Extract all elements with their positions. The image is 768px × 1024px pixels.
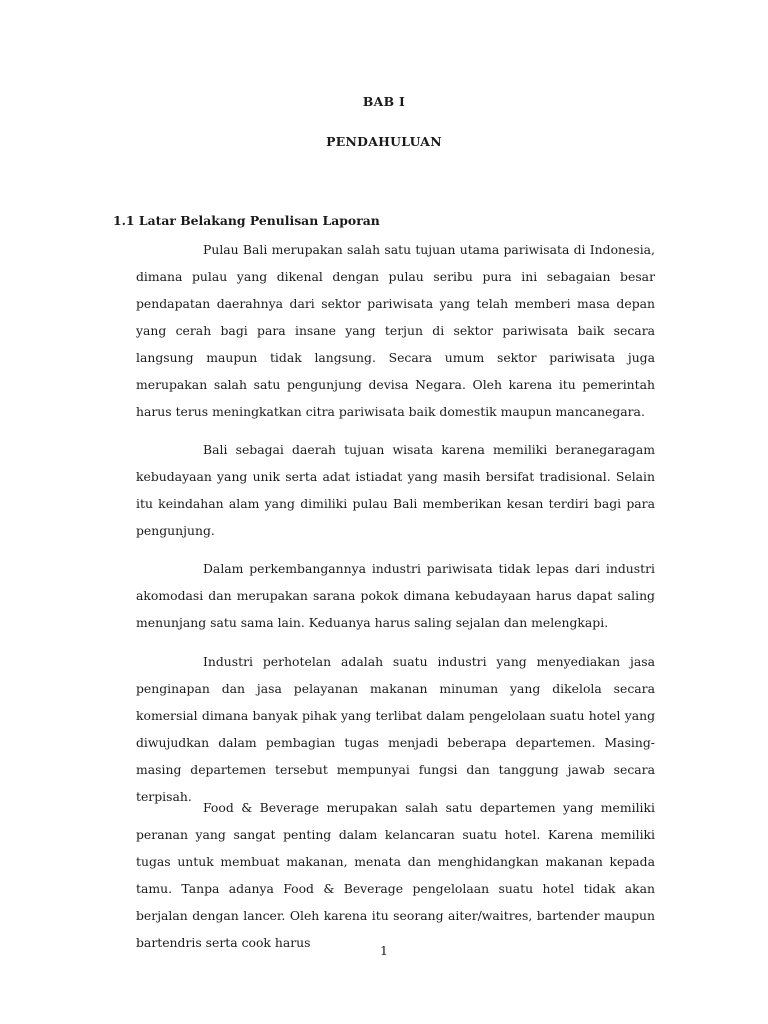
paragraph: Dalam perkembangannya industri pariwisata tidak lepas dari industri akomodasi dan merupakan sarana pokok dimana kebudayaan harus dapat saling menunjang satu sama lain. Keduanya harus saling sejalan dan melengkapi.: [136, 561, 655, 630]
chapter-title: PENDAHULUAN: [326, 134, 442, 149]
chapter-number: BAB I: [362, 94, 406, 109]
paragraph: Bali sebagai daerah tujuan wisata karena memiliki beranegaragam kebudayaan yang unik serta adat istiadat yang masih bersifat tradisional. Selain itu keindahan alam yang dimiliki pulau Bali memberikan kesan terdiri bagi para pengunjung.: [136, 442, 655, 538]
paragraph: Food & Beverage merupakan salah satu departemen yang memiliki peranan yang sangat penting dalam kelancaran suatu hotel. Karena memiliki tugas untuk membuat makanan, menata dan menghidangkan makanan kepada tamu. Tanpa adanya Food & Beverage pengelolaan suatu hotel tidak akan berjalan dengan lancer. Oleh karena itu seorang aiter/waitres, bartender maupun bartendris serta cook harus: [136, 800, 655, 950]
page-number: 1: [380, 943, 388, 958]
paragraph: Industri perhotelan adalah suatu industri yang menyediakan jasa penginapan dan jasa pelayanan makanan minuman yang dikelola secara komersial dimana banyak pihak yang terlibat dalam pengelolaan suatu hotel yang diwujudkan dalam pembagian tugas menjadi beberapa departemen. Masing-masing departemen tersebut mempunyai fungsi dan tanggung jawab secara terpisah.: [136, 654, 655, 804]
section-heading: 1.1 Latar Belakang Penulisan Laporan: [113, 213, 380, 228]
paragraph: Pulau Bali merupakan salah satu tujuan utama pariwisata di Indonesia, dimana pulau yang dikenal dengan pulau seribu pura ini sebagaian besar pendapatan daerahnya dari sektor pariwisata yang telah memberi masa depan yang cerah bagi para insane yang terjun di sektor pariwisata baik secara langsung maupun tidak langsung. Secara umum sektor pariwisata juga merupakan salah satu pengunjung devisa Negara. Oleh karena itu pemerintah harus terus meningkatkan citra pariwisata baik domestik maupun mancanegara.: [136, 242, 655, 419]
